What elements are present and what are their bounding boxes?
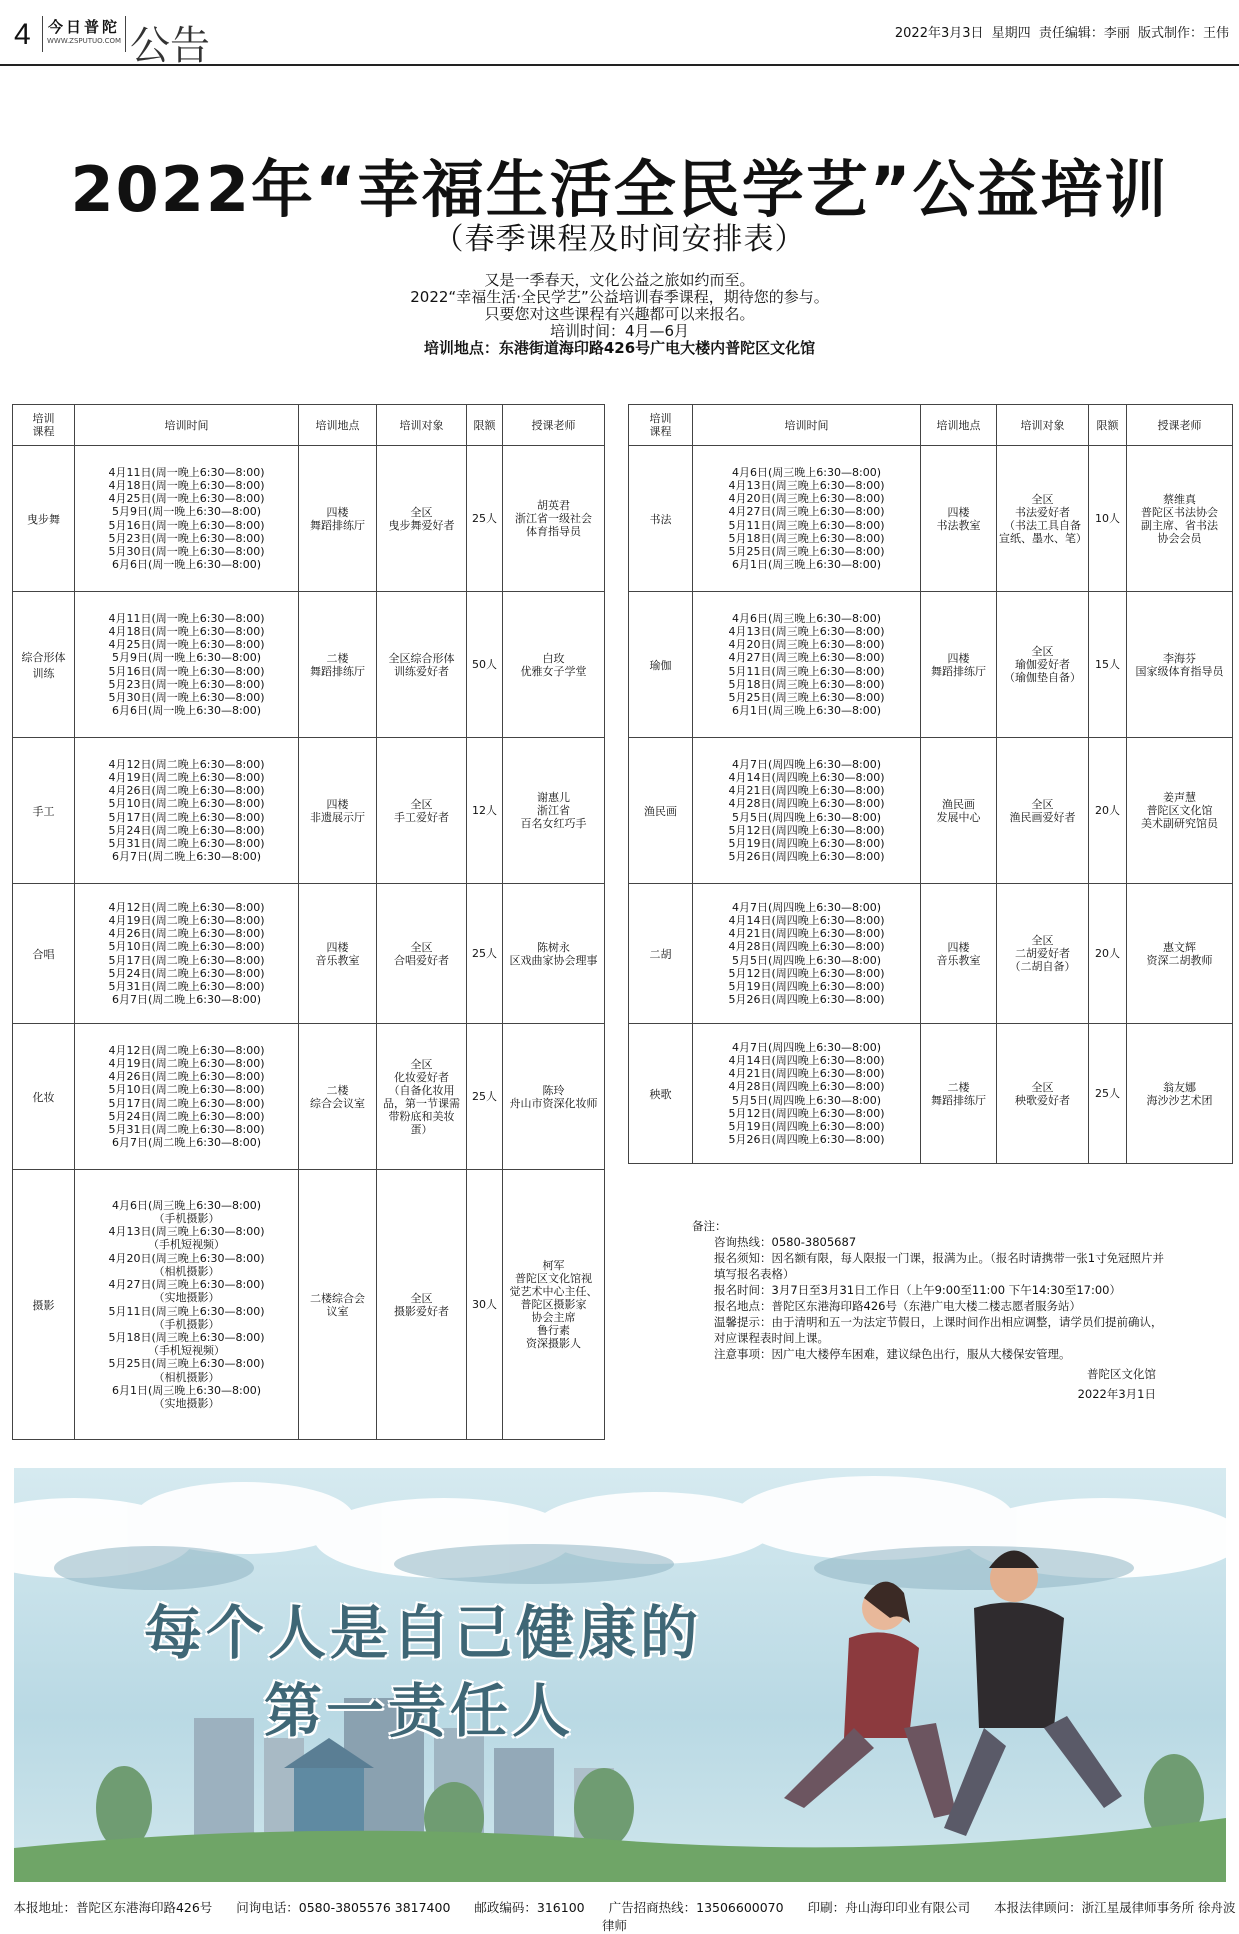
session-time: 4月12日(周二晚上6:30—8:00) [108,757,265,771]
session-time: 5月26日(周四晚上6:30—8:00) [728,1133,885,1147]
course-times [693,884,921,1024]
course-place: 四楼 音乐教室 [299,884,377,1024]
footer-phone: 问询电话：0580-3805576 3817400 [236,1900,451,1915]
session-time: 4月28日(周四晚上6:30—8:00) [728,940,885,954]
course-audience: 全区 摄影爱好者 [377,1170,467,1440]
course-name: 曳步舞 [13,446,75,592]
course-limit: 20人 [1089,738,1127,884]
course-place: 四楼 音乐教室 [921,884,997,1024]
table-header-row [13,405,605,446]
session-time: 5月23日(周一晚上6:30—8:00) [108,531,265,545]
header-course: 培训 课程 [13,405,75,446]
section-title: 公告 [130,23,210,69]
session-time: 5月10日(周二晚上6:30—8:00) [108,940,265,954]
course-place: 四楼 非遗展示厅 [299,738,377,884]
session-time: 6月1日(周三晚上6:30—8:00) [732,704,881,718]
session-time: 4月18日(周一晚上6:30—8:00) [108,624,265,638]
course-name: 二胡 [629,884,693,1024]
header-place: 培训地点 [921,405,997,446]
session-time: 5月26日(周四晚上6:30—8:00) [728,993,885,1007]
footer-legal-advisor: 本报法律顾问：浙江星晟律师事务所 徐舟波律师 [601,1900,1236,1933]
header-place: 培训地点 [299,405,377,446]
course-row [13,1024,605,1170]
header-audience: 培训对象 [997,405,1089,446]
course-row [13,884,605,1024]
session-time: 4月7日(周四晚上6:30—8:00) [732,757,881,771]
runner-man [944,1551,1122,1837]
course-times [693,592,921,738]
course-times [693,738,921,884]
session-time: 4月26日(周二晚上6:30—8:00) [108,927,265,941]
course-limit: 25人 [467,1024,503,1170]
layout-credit: 版式制作：王伟 [1137,26,1229,41]
course-row [629,1024,1233,1164]
footer-address: 本报地址：普陀区东港海印路426号 [13,1900,213,1915]
course-times [75,738,299,884]
notes-item: 温馨提示：由于清明和五一为法定节假日，上课时间作出相应调整，请学员们提前确认，对应课程表时间上课。 [714,1315,1163,1345]
session-time: 5月30日(周一晚上6:30—8:00) [108,544,265,558]
session-time: 4月19日(周二晚上6:30—8:00) [108,770,265,784]
course-audience: 全区 书法爱好者 （书法工具自备 宣纸、墨水、笔） [997,446,1089,592]
session-time: 5月9日(周一晚上6:30—8:00) [112,651,261,665]
course-audience: 全区 曳步舞爱好者 [377,446,467,592]
session-time: 4月12日(周二晚上6:30—8:00) [108,1043,265,1057]
session-time: 5月24日(周二晚上6:30—8:00) [108,1109,265,1123]
header-audience: 培训对象 [377,405,467,446]
newspaper-logo [42,16,126,52]
session-time: 4月7日(周四晚上6:30—8:00) [732,1040,881,1054]
session-time: 5月11日(周三晚上6:30—8:00) [728,518,885,532]
course-name: 综合形体 训练 [13,592,75,738]
session-time: 5月17日(周二晚上6:30—8:00) [108,1096,265,1110]
footer-printer: 印刷：舟山海印印业有限公司 [807,1900,971,1915]
session-time: 4月28日(周四晚上6:30—8:00) [728,1080,885,1094]
session-time: 5月19日(周四晚上6:30—8:00) [728,836,885,850]
course-row [629,884,1233,1024]
session-time: （手机摄影） [153,1317,220,1331]
session-time: 5月12日(周四晚上6:30—8:00) [728,823,885,837]
session-time: 4月14日(周四晚上6:30—8:00) [728,1053,885,1067]
session-time: 4月19日(周二晚上6:30—8:00) [108,1056,265,1070]
session-time: 5月5日(周四晚上6:30—8:00) [732,1093,881,1107]
course-name: 化妆 [13,1024,75,1170]
course-audience: 全区 秧歌爱好者 [997,1024,1089,1164]
notes-heading: 备注： [692,1219,727,1233]
session-time: 4月6日(周三晚上6:30—8:00) [112,1198,261,1212]
intro-line: 只要您对这些课程有兴趣都可以来报名。 [484,305,755,323]
course-times [693,1024,921,1164]
footer [0,1898,1239,1934]
session-time: 4月13日(周三晚上6:30—8:00) [728,478,885,492]
course-times [693,446,921,592]
session-time: 5月25日(周三晚上6:30—8:00) [728,544,885,558]
session-time: 6月6日(周一晚上6:30—8:00) [112,558,261,572]
session-time: 5月19日(周四晚上6:30—8:00) [728,979,885,993]
session-time: 5月18日(周三晚上6:30—8:00) [728,531,885,545]
table-header-row [629,405,1233,446]
course-limit: 12人 [467,738,503,884]
session-time: 5月17日(周二晚上6:30—8:00) [108,810,265,824]
session-time: 5月23日(周一晚上6:30—8:00) [108,677,265,691]
course-name: 手工 [13,738,75,884]
session-time: 5月11日(周三晚上6:30—8:00) [728,664,885,678]
course-name: 渔民画 [629,738,693,884]
header-course: 培训 课程 [629,405,693,446]
course-audience: 全区 手工爱好者 [377,738,467,884]
course-teacher: 翁友娜 海沙沙艺术团 [1127,1024,1233,1164]
session-time: 6月6日(周一晚上6:30—8:00) [112,704,261,718]
session-time: 5月5日(周四晚上6:30—8:00) [732,953,881,967]
course-audience: 全区 化妆爱好者 （自备化妆用 品，第一节课需 带粉底和美妆 蛋） [377,1024,467,1170]
session-time: 4月14日(周四晚上6:30—8:00) [728,770,885,784]
session-time: 5月9日(周一晚上6:30—8:00) [112,505,261,519]
notes-item: 报名地点：普陀区东港海印路426号（东港广电大楼二楼志愿者服务站） [714,1299,1081,1313]
course-name: 瑜伽 [629,592,693,738]
course-teacher: 惠文辉 资深二胡教师 [1127,884,1233,1024]
course-place: 二楼 舞蹈排练厅 [299,592,377,738]
course-times [75,592,299,738]
session-time: 4月6日(周三晚上6:30—8:00) [732,611,881,625]
session-time: 4月26日(周二晚上6:30—8:00) [108,784,265,798]
course-audience: 全区 合唱爱好者 [377,884,467,1024]
course-name: 摄影 [13,1170,75,1440]
course-place: 渔民画 发展中心 [921,738,997,884]
course-teacher: 蔡维真 普陀区书法协会 副主席、省书法 协会会员 [1127,446,1233,592]
page-number: 4 [14,18,31,51]
intro-line: 2022“幸福生活·全民学艺”公益培训春季课程，期待您的参与。 [410,288,829,306]
course-limit: 25人 [467,446,503,592]
session-time: 4月18日(周一晚上6:30—8:00) [108,478,265,492]
course-limit: 30人 [467,1170,503,1440]
session-time: 5月30日(周一晚上6:30—8:00) [108,690,265,704]
footer-ad-hotline: 广告招商热线：13506600070 [608,1900,784,1915]
notes-item: 咨询热线：0580-3805687 [714,1235,857,1249]
course-limit: 20人 [1089,884,1127,1024]
course-teacher: 柯军 普陀区文化馆视 觉艺术中心主任、 普陀区摄影家 协会主席 鲁行素 资深摄影人 [503,1170,605,1440]
session-time: （实地摄影） [153,1291,220,1305]
session-time: 4月27日(周三晚上6:30—8:00) [728,651,885,665]
session-time: 5月18日(周三晚上6:30—8:00) [728,677,885,691]
masthead [0,0,1239,69]
session-time: 4月7日(周四晚上6:30—8:00) [732,900,881,914]
session-time: 4月11日(周一晚上6:30—8:00) [108,611,265,625]
session-time: 5月24日(周二晚上6:30—8:00) [108,966,265,980]
course-audience: 全区综合形体 训练爱好者 [377,592,467,738]
course-teacher: 白玫 优雅女子学堂 [503,592,605,738]
session-time: 5月31日(周二晚上6:30—8:00) [108,1122,265,1136]
session-time: 4月28日(周四晚上6:30—8:00) [728,797,885,811]
course-row [13,592,605,738]
session-time: （手机摄影） [153,1212,220,1226]
course-times [75,446,299,592]
course-limit: 15人 [1089,592,1127,738]
course-place: 四楼 舞蹈排练厅 [299,446,377,592]
notes-block [692,1218,1172,1402]
session-time: （相机摄影） [153,1264,220,1278]
session-time: 6月1日(周三晚上6:30—8:00) [112,1383,261,1397]
session-time: 4月20日(周三晚上6:30—8:00) [108,1251,265,1265]
editor-credit: 责任编辑：李丽 [1038,26,1130,41]
session-time: 5月25日(周三晚上6:30—8:00) [728,690,885,704]
session-time: 4月27日(周三晚上6:30—8:00) [108,1278,265,1292]
course-times [75,1024,299,1170]
course-audience: 全区 瑜伽爱好者 （瑜伽垫自备） [997,592,1089,738]
footer-postcode: 邮政编码：316100 [474,1900,585,1915]
course-place: 二楼 舞蹈排练厅 [921,1024,997,1164]
session-time: 4月20日(周三晚上6:30—8:00) [728,492,885,506]
course-name: 书法 [629,446,693,592]
course-limit: 25人 [1089,1024,1127,1164]
session-time: 5月16日(周一晚上6:30—8:00) [108,664,265,678]
notes-item: 注意事项：因广电大楼停车困难，建议绿色出行，服从大楼保安管理。 [714,1347,1071,1361]
session-time: （相机摄影） [153,1370,220,1384]
course-row [13,446,605,592]
session-time: 5月16日(周一晚上6:30—8:00) [108,518,265,532]
course-teacher: 陈树永 区戏曲家协会理事 [503,884,605,1024]
session-time: 4月14日(周四晚上6:30—8:00) [728,913,885,927]
intro-line: 又是一季春天，文化公益之旅如约而至。 [484,271,755,289]
session-time: 5月25日(周三晚上6:30—8:00) [108,1357,265,1371]
schedule-table-left [12,404,605,1440]
dateline [891,22,1229,41]
session-time: 5月26日(周四晚上6:30—8:00) [728,850,885,864]
course-name: 秧歌 [629,1024,693,1164]
page-subtitle: （春季课程及时间安排表） [433,222,806,257]
session-time: 4月19日(周二晚上6:30—8:00) [108,913,265,927]
session-time: 5月10日(周二晚上6:30—8:00) [108,797,265,811]
course-limit: 50人 [467,592,503,738]
issue-date: 2022年3月3日 [894,26,984,41]
header-limit: 限额 [1089,405,1127,446]
page-title: 2022年“幸福生活全民学艺”公益培训 [70,153,1169,226]
course-times [75,884,299,1024]
intro-block [0,272,1239,357]
runner-woman [784,1582,956,1818]
session-time: 4月25日(周一晚上6:30—8:00) [108,638,265,652]
ad-headline-line1: 每个人是自己健康的 [144,1599,703,1667]
notes-organization: 普陀区文化馆 [1087,1367,1156,1381]
session-time: 4月13日(周三晚上6:30—8:00) [728,624,885,638]
course-row [629,738,1233,884]
session-time: 4月21日(周四晚上6:30—8:00) [728,1067,885,1081]
course-teacher: 陈玲 舟山市资深化妆师 [503,1024,605,1170]
course-limit: 10人 [1089,446,1127,592]
course-audience: 全区 渔民画爱好者 [997,738,1089,884]
header-teacher: 授课老师 [1127,405,1233,446]
training-location: 培训地点：东港街道海印路426号广电大楼内普陀区文化馆 [423,339,816,357]
ad-illustration [14,1468,1226,1882]
schedule-table-right [628,404,1233,1164]
health-advertisement [14,1468,1226,1882]
session-time: 4月13日(周三晚上6:30—8:00) [108,1225,265,1239]
notes-item: 报名时间：3月7日至3月31日工作日（上午9:00至11:00 下午14:30至17:00） [714,1283,1121,1297]
session-time: 6月7日(周二晚上6:30—8:00) [112,993,261,1007]
session-time: 4月6日(周三晚上6:30—8:00) [732,465,881,479]
course-teacher: 李海芬 国家级体育指导员 [1127,592,1233,738]
session-time: 5月17日(周二晚上6:30—8:00) [108,953,265,967]
course-audience: 全区 二胡爱好者 （二胡自备） [997,884,1089,1024]
session-time: 4月12日(周二晚上6:30—8:00) [108,900,265,914]
course-row [629,592,1233,738]
course-place: 四楼 舞蹈排练厅 [921,592,997,738]
session-time: （手机短视频） [148,1238,225,1252]
course-teacher: 谢惠儿 浙江省 百名女红巧手 [503,738,605,884]
issue-weekday: 星期四 [991,26,1031,41]
course-limit: 25人 [467,884,503,1024]
session-time: 5月19日(周四晚上6:30—8:00) [728,1119,885,1133]
session-time: 5月5日(周四晚上6:30—8:00) [732,810,881,824]
session-time: 5月31日(周二晚上6:30—8:00) [108,836,265,850]
header-time: 培训时间 [75,405,299,446]
notes-date: 2022年3月1日 [1077,1387,1156,1401]
course-place: 四楼 书法教室 [921,446,997,592]
course-teacher: 姜声慧 普陀区文化馆 美术副研究馆员 [1127,738,1233,884]
course-row [13,738,605,884]
session-time: 5月12日(周四晚上6:30—8:00) [728,966,885,980]
course-row [629,446,1233,592]
header-time: 培训时间 [693,405,921,446]
session-time: 4月21日(周四晚上6:30—8:00) [728,784,885,798]
session-time: 5月18日(周三晚上6:30—8:00) [108,1330,265,1344]
logo-name: 今日普陀 [47,18,120,36]
session-time: 4月26日(周二晚上6:30—8:00) [108,1070,265,1084]
session-time: 4月27日(周三晚上6:30—8:00) [728,505,885,519]
session-time: 5月12日(周四晚上6:30—8:00) [728,1106,885,1120]
session-time: 5月24日(周二晚上6:30—8:00) [108,823,265,837]
session-time: （手机短视频） [148,1344,225,1358]
course-times [75,1170,299,1440]
session-time: 6月7日(周二晚上6:30—8:00) [112,1136,261,1150]
session-time: 4月20日(周三晚上6:30—8:00) [728,638,885,652]
session-time: 5月10日(周二晚上6:30—8:00) [108,1083,265,1097]
ad-headline-line2: 第一责任人 [264,1677,575,1745]
session-time: 4月25日(周一晚上6:30—8:00) [108,492,265,506]
course-place: 二楼综合会 议室 [299,1170,377,1440]
course-teacher: 胡英君 浙江省一级社会 体育指导员 [503,446,605,592]
session-time: 4月21日(周四晚上6:30—8:00) [728,927,885,941]
course-place: 二楼 综合会议室 [299,1024,377,1170]
session-time: 6月1日(周三晚上6:30—8:00) [732,558,881,572]
course-name: 合唱 [13,884,75,1024]
session-time: 4月11日(周一晚上6:30—8:00) [108,465,265,479]
header-teacher: 授课老师 [503,405,605,446]
session-time: 5月11日(周三晚上6:30—8:00) [108,1304,265,1318]
header-limit: 限额 [467,405,503,446]
session-time: 6月7日(周二晚上6:30—8:00) [112,850,261,864]
notes-item: 报名须知：因名额有限，每人限报一门课，报满为止。（报名时请携带一张1寸免冠照片并填写报名表格） [714,1251,1165,1281]
session-time: 5月31日(周二晚上6:30—8:00) [108,979,265,993]
session-time: （实地摄影） [153,1396,220,1410]
course-row [13,1170,605,1440]
logo-url: WWW.ZSPUTUO.COM [47,37,122,45]
training-time: 培训时间：4月—6月 [549,322,690,340]
